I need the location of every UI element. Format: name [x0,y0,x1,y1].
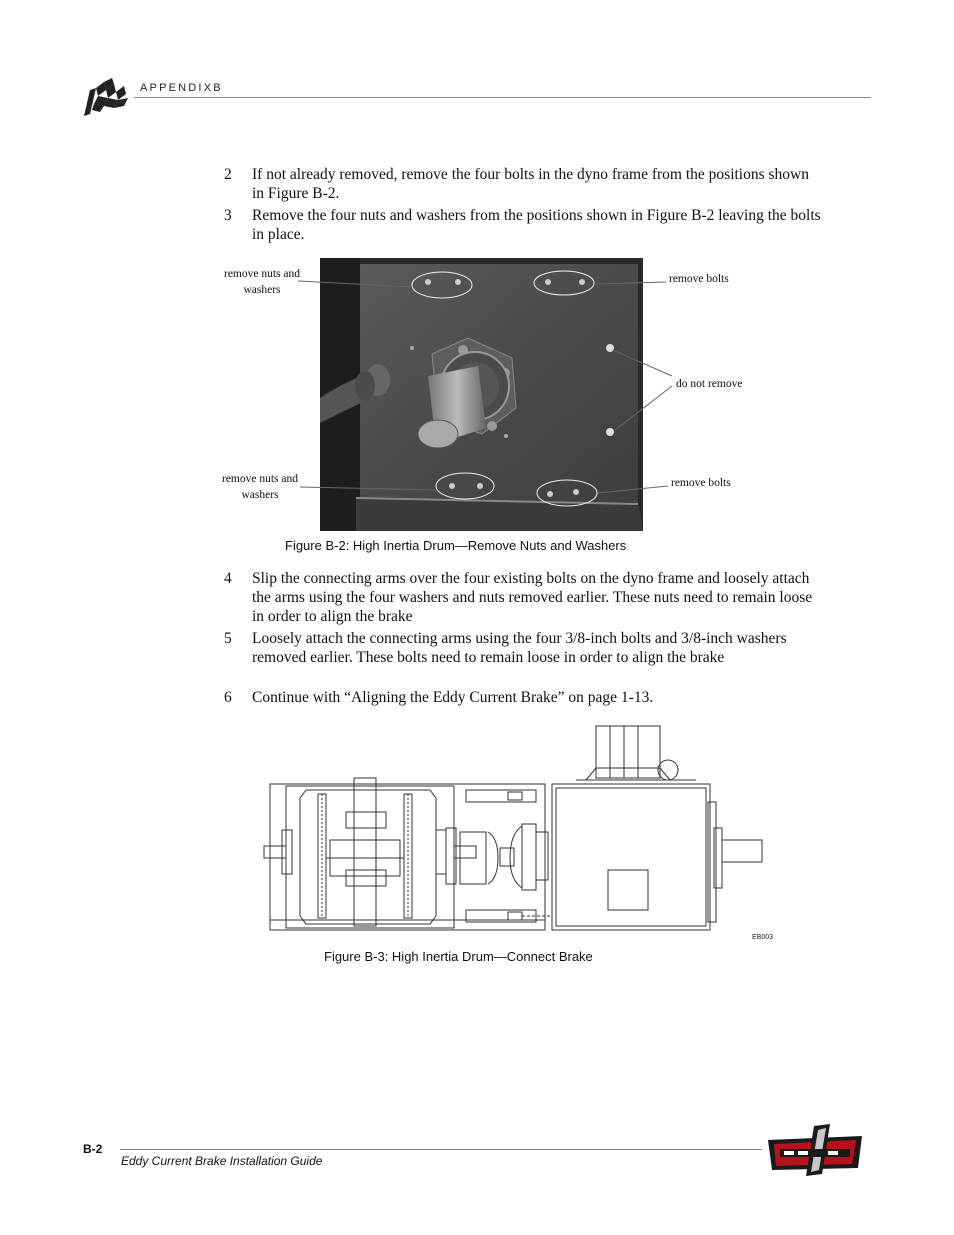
drawing-code: EB003 [752,934,774,941]
step-text: If not already removed, remove the four bolts in the dyno frame from the positions shown in Figure B-2. [252,166,810,202]
section-label: APPENDIXB [140,82,223,94]
callout-remove-bolts-top: remove bolts [669,273,729,285]
step-text: Remove the four nuts and washers from the positions shown in Figure B-2 leaving the bolts in place. [252,207,821,243]
step-6 [224,688,824,707]
callout-do-not-remove: do not remove [676,378,743,390]
step-number: 6 [224,689,232,706]
callout-remove-nuts-bottom: remove nuts and washers [222,473,299,501]
figure-b3-caption: Figure B-3: High Inertia Drum—Connect Brake [324,949,593,964]
step-text: Continue with “Aligning the Eddy Current Brake” on page 1-13. [252,689,654,706]
step-number: 5 [224,630,232,647]
step-text: Slip the connecting arms over the four existing bolts on the dyno frame and loosely attach the arms using the four washers and nuts removed earlier. These nuts need to remain loose in order to align the brake [252,570,813,625]
dynojet-logo-icon [764,1122,866,1180]
callout-remove-nuts-top: remove nuts and washers [224,268,301,296]
document-title: Eddy Current Brake Installation Guide [121,1154,323,1168]
page-number: B-2 [83,1142,103,1156]
callout-remove-bolts-bottom: remove bolts [671,477,731,489]
step-text: Loosely attach the connecting arms using the four 3/8-inch bolts and 3/8-inch washers removed earlier. These bolts need to remain loose in order to align the brake [252,630,787,666]
step-number: 2 [224,166,232,183]
step-number: 4 [224,570,232,587]
step-number: 3 [224,207,232,224]
step-4 [224,569,824,626]
figure-b2-caption: Figure B-2: High Inertia Drum—Remove Nuts and Washers [285,538,627,553]
figure-b3-drawing [260,720,780,950]
step-5 [224,629,824,667]
footer-rule [120,1149,762,1150]
figure-b2-leaders [0,0,954,600]
